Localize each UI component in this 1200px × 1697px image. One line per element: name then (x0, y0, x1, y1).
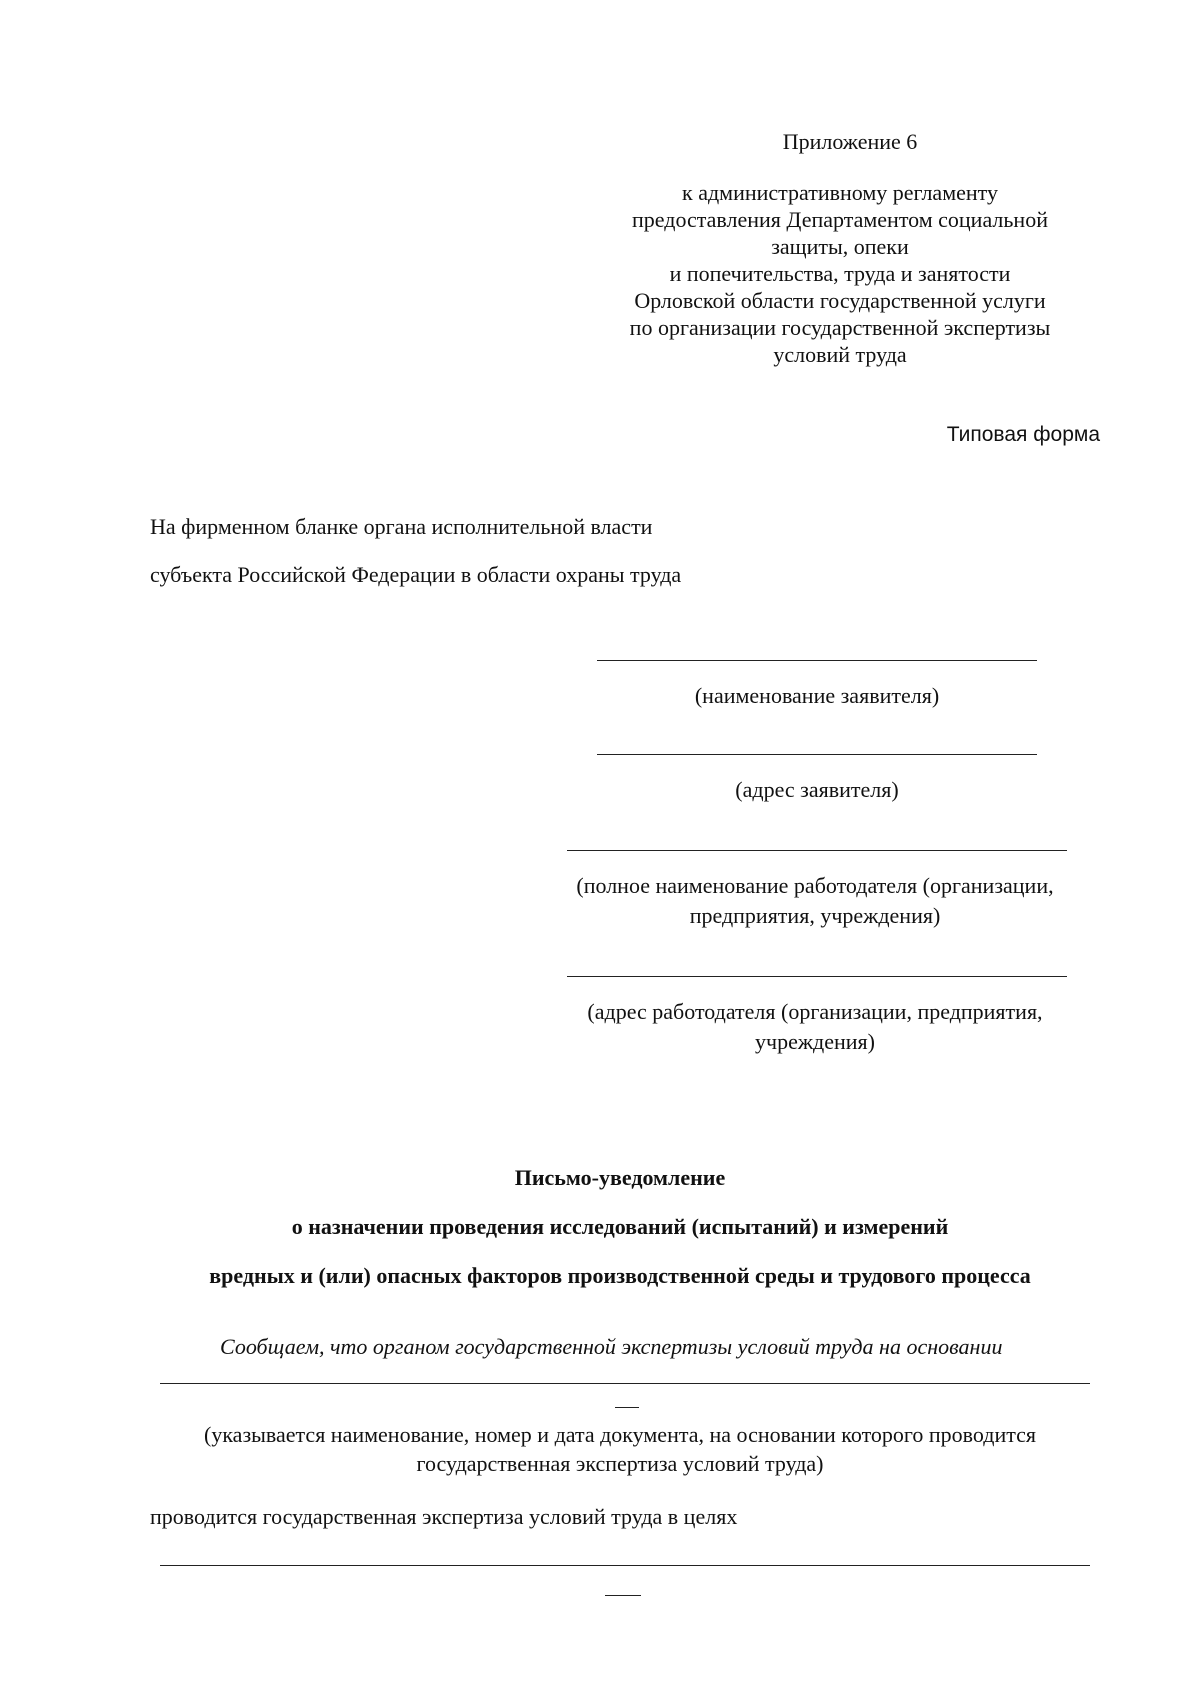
employer-address-caption-2: учреждения) (755, 1029, 875, 1054)
employer-name-caption-2: предприятия, учреждения) (689, 903, 941, 928)
applicant-name-caption: (наименование заявителя) (694, 683, 940, 708)
basis-dash (615, 1407, 639, 1408)
purpose-dash (605, 1595, 641, 1596)
letter-heading-line-2: о назначении проведения исследований (испытаний) и измерений (291, 1214, 949, 1239)
body-intro: Сообщаем, что органом государственной экспертизы условий труда на основании (220, 1334, 1003, 1359)
appendix-line-1: к административному регламенту (682, 180, 998, 205)
basis-hint-1: (указывается наименование, номер и дата документа, на основании которого проводится (204, 1422, 1036, 1447)
basis-fill-line (160, 1383, 1090, 1384)
letter-heading-line-3: вредных и (или) опасных факторов производственной среды и трудового процесса (209, 1263, 1031, 1288)
purpose-fill-line (160, 1565, 1090, 1566)
letter-heading-title: Письмо-уведомление (514, 1165, 726, 1190)
form-type-label: Типовая форма (946, 423, 1100, 446)
applicant-address-line (597, 754, 1037, 755)
employer-address-line (567, 976, 1067, 977)
appendix-line-5: Орловской области государственной услуги (634, 288, 1046, 313)
letterhead-line-1: На фирменном бланке органа исполнительной власти (150, 514, 653, 539)
appendix-line-7: условий труда (773, 342, 907, 367)
employer-name-line (567, 850, 1067, 851)
employer-name-caption-1: (полное наименование работодателя (организации, (576, 873, 1054, 898)
purpose-text: проводится государственная экспертиза условий труда в целях (150, 1504, 738, 1529)
appendix-line-3: защиты, опеки (771, 234, 909, 259)
applicant-name-line (597, 660, 1037, 661)
employer-address-caption-1: (адрес работодателя (организации, предприятия, (587, 999, 1043, 1024)
letterhead-line-2: субъекта Российской Федерации в области охраны труда (150, 562, 682, 587)
appendix-line-4: и попечительства, труда и занятости (669, 261, 1011, 286)
appendix-line-2: предоставления Департаментом социальной (632, 207, 1048, 232)
appendix-line-6: по организации государственной экспертизы (629, 315, 1051, 340)
basis-hint-2: государственная экспертиза условий труда) (416, 1451, 824, 1476)
applicant-address-caption: (адрес заявителя) (735, 777, 899, 802)
appendix-title: Приложение 6 (782, 129, 918, 154)
